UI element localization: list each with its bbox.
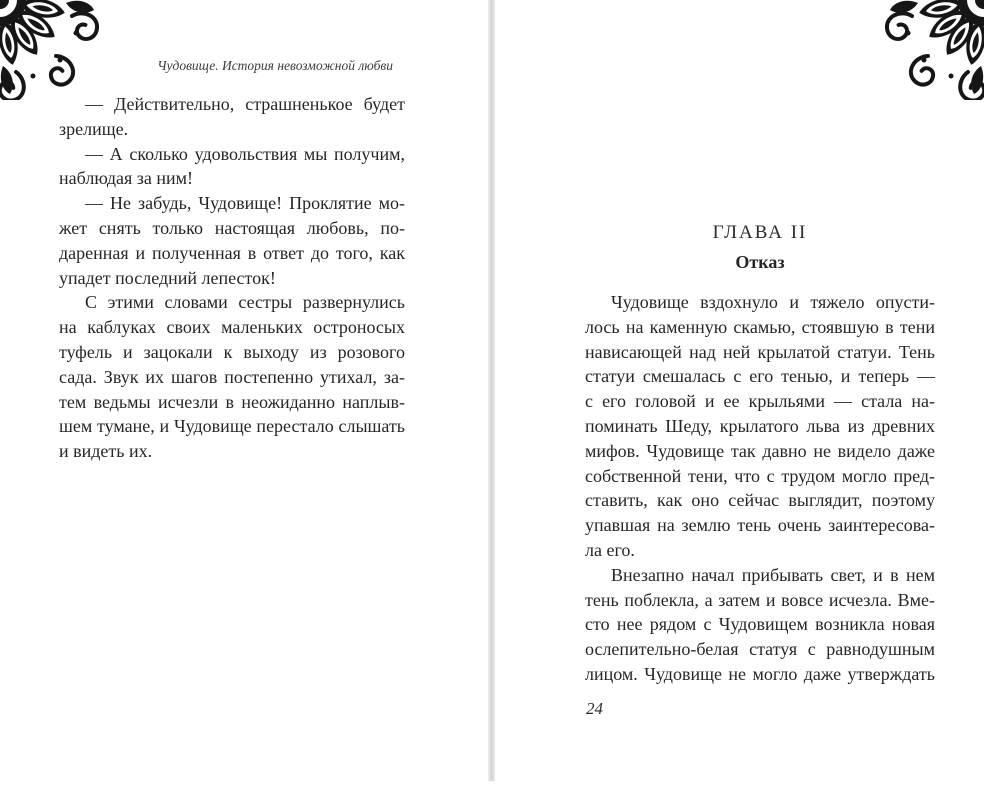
text-line: поминать Шеду, крылатого льва из древних	[585, 415, 935, 436]
paragraph	[585, 290, 935, 563]
text-line: Чудовище вздохнуло и тяжело опусти-	[611, 292, 935, 312]
paragraph	[59, 142, 405, 192]
left-page-text	[59, 92, 405, 464]
running-head: Чудовище. История невозможной любви	[157, 58, 393, 73]
text-line: с его головой и ее крыльями — стала на-	[585, 391, 935, 412]
text-line: ослепительно-белая статуя с равнодушным	[585, 639, 935, 660]
text-line: наблюдая за ним!	[59, 168, 194, 189]
text-line: ла его.	[585, 539, 635, 560]
text-line: ставить, как оно сейчас выглядит, поэтому	[585, 490, 935, 511]
page-number: 24	[586, 699, 603, 718]
page-gutter-divider	[488, 0, 495, 781]
text-line: зрелище.	[59, 118, 129, 139]
chapter-kicker: ГЛАВА II	[712, 222, 808, 243]
right-page-text	[585, 220, 935, 687]
text-line: туфель и зацокали к выходу из розового	[59, 341, 405, 362]
text-line: собственной тени, что с трудом могло пред-	[585, 465, 935, 486]
text-line: шем тумане, и Чудовище перестало слышать	[59, 416, 405, 437]
text-line: нависающей над ней крылатой статуи. Тень	[585, 341, 935, 362]
text-line: статуи смешалась с его тенью, и теперь —	[585, 366, 935, 387]
text-line: мифов. Чудовище так давно не видело даже	[585, 440, 935, 461]
paragraph	[59, 92, 405, 142]
text-line: — Не забудь, Чудовище! Проклятие мо-	[85, 193, 405, 214]
text-line: лось на каменную скамью, стоявшую в тени	[585, 316, 935, 337]
text-line: даренная и полученная в ответ до того, как	[59, 242, 405, 263]
paragraph	[59, 290, 405, 464]
text-line: и видеть их.	[59, 441, 153, 462]
text-line: жет снять только настоящая любовь, по-	[59, 217, 405, 238]
text-line: С этими словами сестры развернулись	[85, 292, 405, 313]
text-line: — А сколько удовольствия мы получим,	[85, 143, 405, 164]
text-line: тень поблекла, а затем и вовсе исчезла. Вме-	[585, 589, 935, 610]
text-line: лицом. Чудовище не могло даже утверждать	[585, 663, 935, 684]
paragraph	[59, 191, 405, 290]
text-line: Внезапно начал прибывать свет, и в нем	[611, 564, 935, 585]
paragraph	[585, 563, 935, 687]
text-line: упадет последний лепесток!	[59, 267, 276, 288]
damask-corner-ornament-icon	[0, 0, 100, 100]
right-page-paragraphs	[585, 290, 935, 687]
text-line: тем ведьмы исчезли в неожиданно наплыв-	[59, 391, 405, 412]
text-line: сада. Звук их шагов постепенно утихал, за-	[59, 366, 405, 387]
chapter-title: Отказ	[735, 252, 785, 272]
damask-corner-ornament-icon	[884, 0, 984, 100]
text-line: сто нее рядом с Чудовищем возникла новая	[585, 614, 935, 635]
text-line: упавшая на землю тень очень заинтересова-	[585, 515, 935, 536]
text-line: на каблуках своих маленьких остроносых	[59, 317, 405, 338]
text-line: — Действительно, страшненькое будет	[85, 94, 405, 114]
